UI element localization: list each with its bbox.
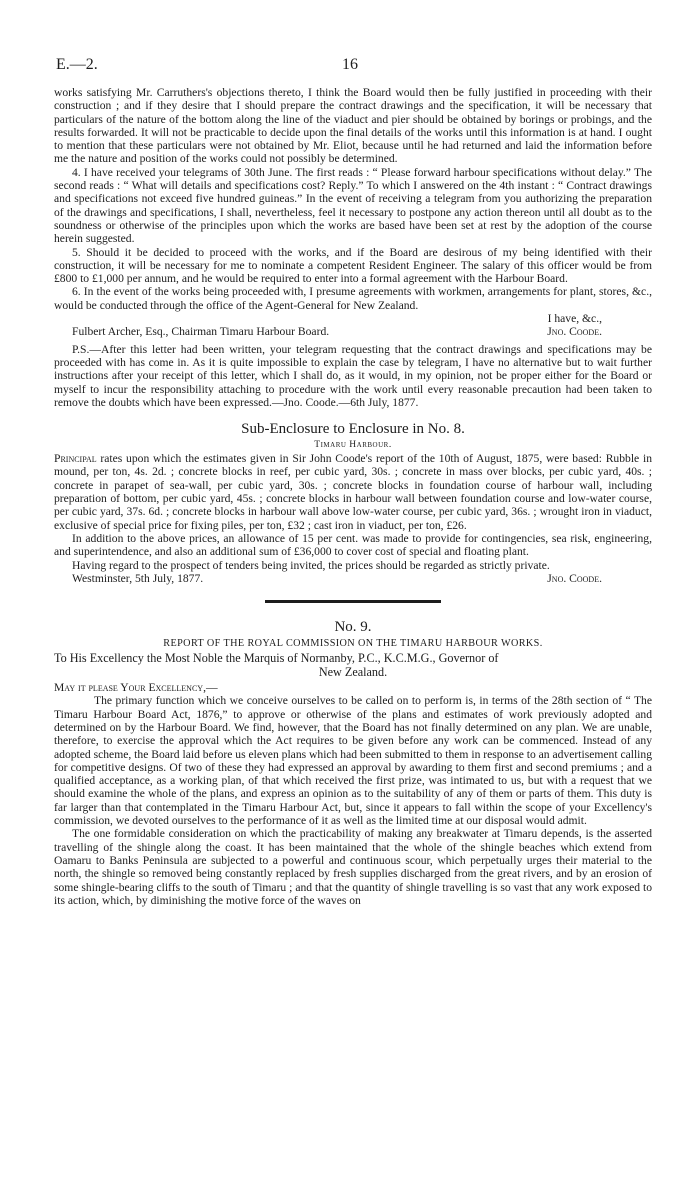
- report-address: To His Excellency the Most Noble the Marquis of Normanby, P.C., K.C.M.G., Governor of: [54, 651, 499, 666]
- report-title: REPORT OF THE ROYAL COMMISSION ON THE TIMARU HARBOUR WORKS.: [163, 638, 543, 650]
- sub-enclosure-heading: Sub-Enclosure to Enclosure in No. 8.: [241, 421, 465, 438]
- section-divider: [265, 600, 441, 603]
- sub-enclosure-signature: Jno. Coode.: [547, 571, 602, 585]
- letter-paragraph-5: 5. Should it be decided to proceed with the works, and if the Board are desirous of my being identified with their construction, it will be necessary for me to nominate a competent Resident Engineer. The salary of this officer would be from £800 to £1,000 per annum, and he would be required to enter into a formal agreement with the Harbour Board.: [54, 245, 652, 286]
- letter-paragraph-6: 6. In the event of the works being proceeded with, I presume agreements with workmen, arrangements for plant, stores, &c., would be conducted through the office of the Agent-General for New Zealand.: [54, 285, 652, 312]
- letter-signature-row: [54, 325, 652, 338]
- letter-paragraph-4: 4. I have received your telegrams of 30th June. The first reads : “ Please forward harbour specifications without delay.” The second reads : “ What will details and specifications cost? Reply.” To which I answered on the 4th instant : “ Contract drawings and specifications not exceed five hundred guineas.” In the event of receiving a telegram from you authorizing the preparation of the drawings and specifications, I shall, nevertheless, feel it necessary to postpone any action thereon until all doubt as to the soundness or otherwise of the principles upon which the works are based have been set at rest by the adoption of the course herein suggested.: [54, 165, 652, 246]
- report-paragraph-1: The primary function which we conceive ourselves to be called on to perform is, in terms of the 28th section of “ The Timaru Harbour Board Act, 1876,” to approve or otherwise of the plans and estimates of work previously adopted and determined on by the Harbour Board. We find, however, that the Board has not finally determined on any plan. We are unable, therefore, to exercise the approval which the Act requires to be given before any work can be commenced. Instead of any adopted scheme, the Board laid before us eleven plans which had been submitted to them in response to an advertisement calling for competitive designs. Of two of these they had expressed an approval by awarding to them first and second premiums ; and a qualified acceptance, as a working plan, of that which received the first prize, was intimated to us, but with a request that we should examine the whole of the plans, and express an opinion as to the suitability of any of them or parts of them. This duty is far larger than that contemplated in the Timaru Harbour Act, but, since it appears to fall within the scope of your Excellency's commission, we devoted ourselves to the performance of it as well as the limited time at our disposal would admit.: [54, 694, 652, 828]
- letter-closing: I have, &c.,: [547, 312, 602, 326]
- letter-closing-row: [54, 312, 652, 325]
- document-body: [54, 86, 652, 907]
- report-number: No. 9.: [334, 619, 372, 636]
- rates-lead-word: Principal: [54, 452, 97, 466]
- tenders-paragraph: Having regard to the prospect of tenders being invited, the prices should be regarded as strictly private.: [72, 558, 550, 572]
- report-paragraph-2: The one formidable consideration on which the practicability of making any breakwater at Timaru depends, is the asserted travelling of the shingle along the coast. It has been maintained that the whole of the shingle beaches which extend from Oamaru to Banks Peninsula are subjected to a powerful and continuous scour, which perpetually urges their material to the north, the shingle so removed being constantly replaced by fresh supplies discharged from the great rivers, and by an erosion of some shingle-bearing cliffs to the south of Timaru ; and that the quantity of shingle travelling is so vast that any work exposed to its action, which, by diminishing the motive force of the waves on: [54, 827, 652, 907]
- sub-enclosure-signature-row: [54, 572, 652, 585]
- rates-paragraph: [54, 452, 652, 532]
- page-number: 16: [342, 56, 358, 73]
- letter-addressee: Fulbert Archer, Esq., Chairman Timaru Harbour Board.: [72, 325, 330, 339]
- letter-signature: Jno. Coode.: [547, 325, 602, 339]
- letter-paragraph-continued: works satisfying Mr. Carruthers's objections thereto, I think the Board would then be fully justified in proceeding with their construction ; and if they desire that I should prepare the contract drawings and the specification, it will be necessary that particulars of the nature of the bottom along the line of the viaduct and pier should be obtained by borings or probings, and the results forwarded. It will not be practicable to decide upon the final details of the works until this information is at hand. I ought to mention that these particulars were not obtained by Mr. Eliot, because until he had returned and laid the information before me the nature and position of the works could not possibly be determined.: [54, 86, 652, 166]
- sub-enclosure-subheading: Timaru Harbour.: [314, 440, 392, 451]
- running-header: [0, 56, 700, 78]
- letter-postscript: P.S.—After this letter had been written, your telegram requesting that the contract drawings and specifications may be proceeded with has come in. As it is quite impossible to explain the case by telegram, I have no alternative but to wait further instructions after your receipt of this letter, which I shall do, as it would, in my opinion, not be proper either for the Board or myself to incur the responsibility attaching to procedure with the work until every reasonable precaution had been taken to remove the doubts which have been expressed.—Jno. Coode.—6th July, 1877.: [54, 342, 652, 409]
- place-date: Westminster, 5th July, 1877.: [72, 571, 204, 585]
- report-address-continued: New Zealand.: [318, 665, 388, 680]
- document-reference: E.—2.: [56, 56, 98, 73]
- rates-text: rates upon which the estimates given in Sir John Coode's report of the 10th of August, 1875, were based: Rubble in mound, per ton, 4s. 2d. ; concrete blocks in reef, per cubic yard, 30s. ; concrete in mass over blocks, per cubic yard, 40s. ; concrete in parapet of sea-wall, per cubic yard, 30s. ; concrete blocks in foundation course of harbour wall, including preparation of bottom, per cubic yard, 45s. ; concrete blocks in harbour wall between foundation course and low-water course, per cubic yard, 37s. 6d. ; concrete blocks in harbour wall above low-water course, per cubic yard, 36s. ; wrought iron in viaduct, exclusive of special price for fixing piles, per ton, £32 ; cast iron in viaduct, per ton, £26.: [54, 452, 652, 532]
- allowance-paragraph: In addition to the above prices, an allowance of 15 per cent. was made to provide for contingencies, sea risk, engineering, and superintendence, and also an additional sum of £36,000 to cover cost of special and floating plant.: [54, 531, 652, 559]
- report-salutation: May it please Your Excellency,—: [54, 681, 218, 695]
